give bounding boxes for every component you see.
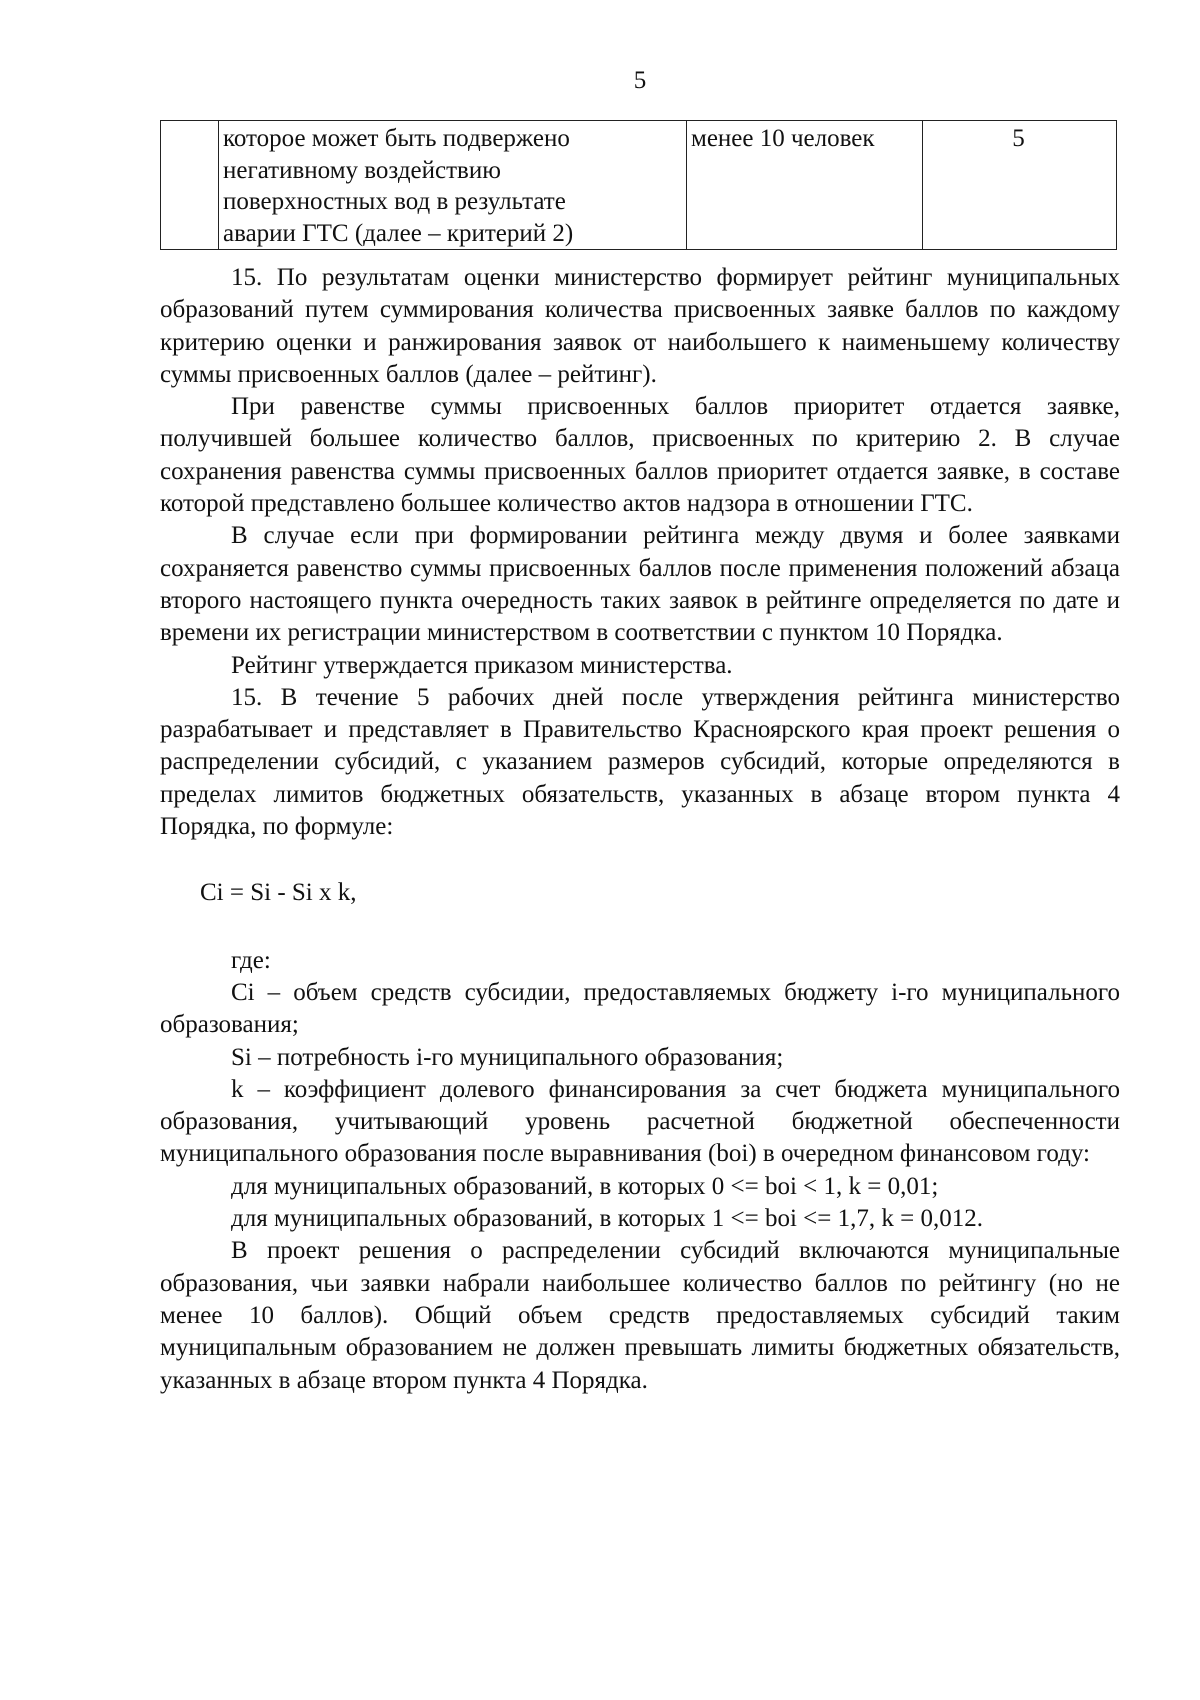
paragraph-project-inclusion: В проект решения о распределении субсидий включаются муниципальные образования, чьи заявки набрали наибольшее количество баллов по рейтингу (но не менее 10 баллов). Общий объем средств предоставляемых субсидий таким муниципальным образованием не должен превышать лимиты бюджетных обязательств, указанных в абзаце втором пункта 4 Порядка. [160, 1237, 1120, 1394]
paragraph-rating-approval: Рейтинг утверждается приказом министерства. [231, 651, 733, 679]
criterion-score-cell: 5 [923, 121, 1117, 250]
coefficient-rule-2: для муниципальных образований, в которых 1 <= boi <= 1,7, k = 0,012. [231, 1205, 983, 1233]
criterion-name-cell [219, 121, 687, 250]
document-body [160, 262, 1120, 1397]
criteria-table [160, 120, 1117, 250]
paragraph-subsidy-distribution: 15. В течение 5 рабочих дней после утверждения рейтинга министерство разрабатывает и представляет в Правительство Красноярского края проект решения о распределении субсидий, с указанием размеров субсидий, которые определяются в пределах лимитов бюджетных обязательств, указанных в абзаце втором пункта 4 Порядка, по формуле: [160, 683, 1120, 841]
where-label: где: [231, 946, 271, 974]
definition-si: Si – потребность i-го муниципального образования; [231, 1043, 784, 1071]
coefficient-rule-1: для муниципальных образований, в которых 0 <= boi < 1, k = 0,01; [231, 1172, 939, 1200]
criterion-line: аварии ГТС (далее – критерий 2) [223, 219, 574, 247]
subsidy-formula: Ci = Si - Si x k, [200, 879, 357, 907]
criterion-value-cell: менее 10 человек [687, 121, 923, 250]
paragraph-rating-formation: 15. По результатам оценки министерство формирует рейтинг муниципальных образований путем суммирования количества присвоенных заявке баллов по каждому критерию оценки и ранжирования заявок от наибольшего к наименьшему количеству суммы присвоенных баллов (далее – рейтинг). [160, 264, 1120, 388]
definition-k: k – коэффициент долевого финансирования за счет бюджета муниципального образования, учитывающий уровень расчетной бюджетной обеспеченности муниципального образования после выравнивания (boi) в очередном финансовом году: [160, 1075, 1120, 1168]
page-number: 5 [633, 67, 647, 94]
criterion-line: негативному воздействию [223, 156, 501, 184]
criterion-line: которое может быть подвержено [223, 125, 570, 152]
definition-ci: Ci – объем средств субсидии, предоставляемых бюджету i-го муниципального образования; [160, 978, 1120, 1039]
criterion-line: поверхностных вод в результате [223, 188, 566, 215]
paragraph-equal-points: При равенстве суммы присвоенных баллов приоритет отдается заявке, получившей большее количество баллов, присвоенных по критерию 2. В случае сохранения равенства суммы присвоенных баллов приоритет отдается заявке, в составе которой представлено большее количество актов надзора в отношении ГТС. [160, 393, 1120, 518]
row-number-cell [161, 121, 219, 250]
paragraph-registration-order: В случае если при формировании рейтинга между двумя и более заявками сохраняется равенство суммы присвоенных баллов после применения положений абзаца второго настоящего пункта очередность таких заявок в рейтинге определяется по дате и времени их регистрации министерством в соответствии с пунктом 10 Порядка. [160, 522, 1120, 647]
table-row [161, 121, 1117, 250]
